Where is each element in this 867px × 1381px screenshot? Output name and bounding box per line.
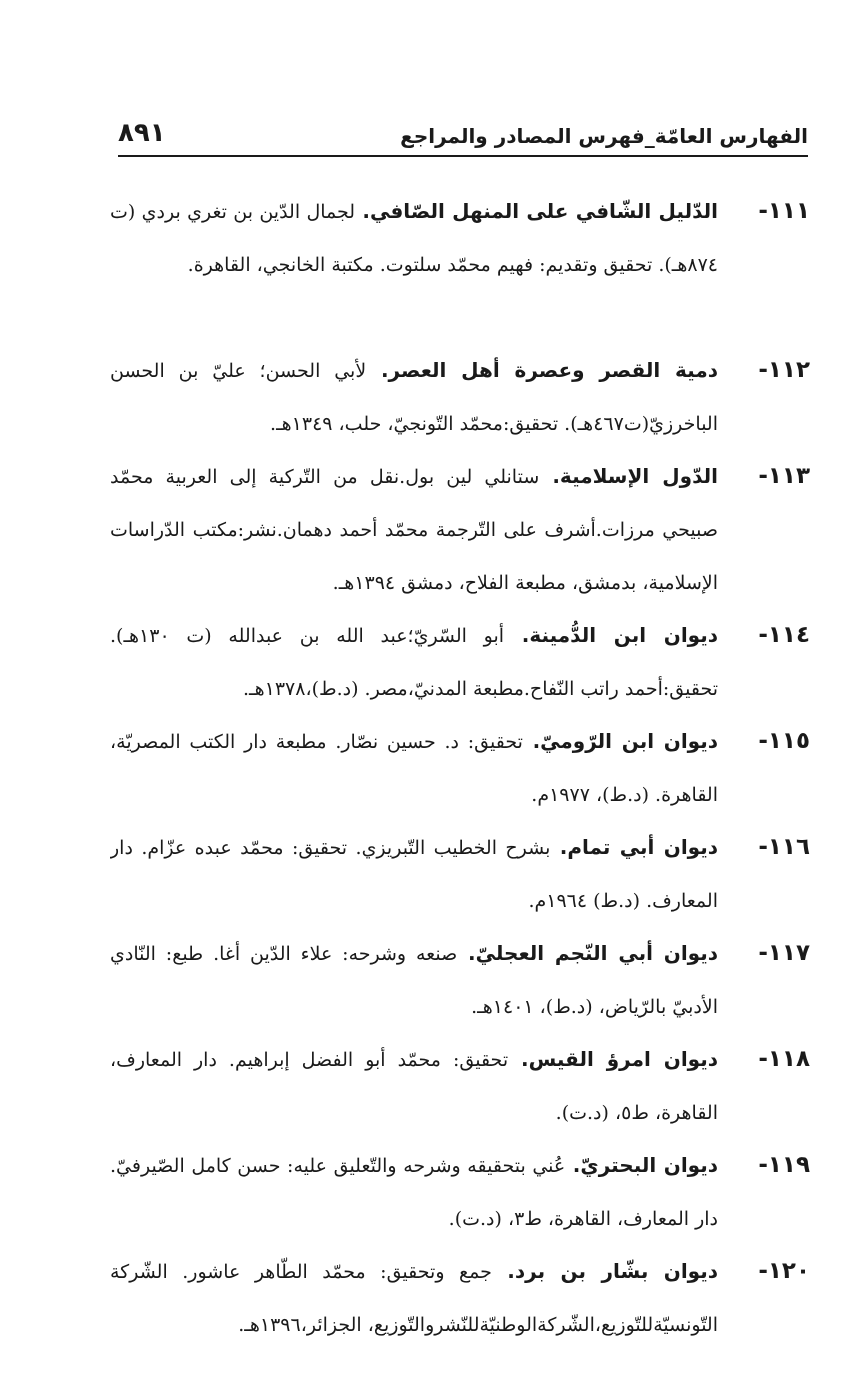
entry-details: صنعه وشرحه: علاء الدّين أغا. طبع: النّادي الأدبيّ بالرّياض، (د.ط)، ١٤٠١هـ. xyxy=(110,943,718,1018)
entry-details: بشرح الخطيب التّبريزي. تحقيق: محمّد عبده عزّام. دار المعارف. (د.ط) ١٩٦٤م. xyxy=(110,837,718,912)
page-number: ٨٩١ xyxy=(118,118,166,148)
bibliography-entry xyxy=(110,450,810,609)
entry-title: دمية القصر وعصرة أهل العصر. xyxy=(366,358,718,382)
entry-title: ديوان أبي النّجم العجليّ. xyxy=(457,941,718,965)
entry-details: أبو السّريّ؛عبد الله بن عبدالله (ت ١٣٠هـ). تحقيق:أحمد راتب النّفاح.مطبعة المدنيّ،مصر. (د.ط)،١٣٧٨هـ. xyxy=(110,625,718,700)
entry-number: ١١٨- xyxy=(758,1046,810,1072)
entry-title: ديوان أبي تمام. xyxy=(550,835,718,859)
entry-title: ديوان ابن الرّوميّ. xyxy=(522,729,718,753)
entry-details: تحقيق: محمّد أبو الفضل إبراهيم. دار المعارف، القاهرة، ط٥، (د.ت). xyxy=(110,1049,718,1124)
bibliography-entry xyxy=(110,821,810,927)
entry-number: ١١٢- xyxy=(758,357,810,383)
entry-title: الدّول الإسلامية. xyxy=(539,464,718,488)
entry-number: ١١٣- xyxy=(758,463,810,489)
entry-number: ١١١- xyxy=(758,198,810,224)
bibliography-entry xyxy=(110,185,810,344)
bibliography-entry xyxy=(110,344,810,450)
bibliography-entry xyxy=(110,609,810,715)
bibliography-entry xyxy=(110,1139,810,1245)
bibliography-entry xyxy=(110,1033,810,1139)
entry-title: ديوان بشّار بن برد. xyxy=(491,1259,718,1283)
bibliography-entry xyxy=(110,1245,810,1351)
bibliography-entry xyxy=(110,927,810,1033)
entry-details: ستانلي لين بول.نقل من التّركية إلى العربية محمّد صبيحي مرزات.أشرف على التّرجمة محمّد أحمد دهمان.نشر:مكتب الدّراسات الإسلامية، بدمشق، مطبعة الفلاح، دمشق ١٣٩٤هـ. xyxy=(110,466,718,594)
entry-number: ١١٧- xyxy=(758,940,810,966)
entry-number: ١١٩- xyxy=(758,1152,810,1178)
entry-title: ديوان امرؤ القيس. xyxy=(508,1047,718,1071)
header-divider xyxy=(118,155,808,157)
entry-title: ديوان ابن الدُّمينة. xyxy=(504,623,718,647)
entry-details: تحقيق: د. حسين نصّار. مطبعة دار الكتب المصريّة، القاهرة. (د.ط)، ١٩٧٧م. xyxy=(110,731,718,806)
entry-number: ١١٦- xyxy=(758,834,810,860)
header-title: الفهارس العامّة_فهرس المصادر والمراجع xyxy=(400,124,808,148)
bibliography-entry xyxy=(110,715,810,821)
entry-number: ١٢٠- xyxy=(758,1258,810,1284)
entry-number: ١١٤- xyxy=(758,622,810,648)
entry-number: ١١٥- xyxy=(758,728,810,754)
entry-title: الدّليل الشّافي على المنهل الصّافي. xyxy=(355,199,718,223)
entry-details: لجمال الدّين بن تغري بردي (ت ٨٧٤هـ). تحقيق وتقديم: فهيم محمّد سلتوت. مكتبة الخانجي، القاهرة. xyxy=(110,201,718,276)
bibliography-list xyxy=(110,185,810,1351)
entry-details: عُني بتحقيقه وشرحه والتّعليق عليه: حسن كامل الصّيرفيّ. دار المعارف، القاهرة، ط٣، (د.ت). xyxy=(110,1155,718,1230)
entry-details: لأبي الحسن؛ عليّ بن الحسن الباخرزيّ(ت٤٦٧هـ). تحقيق:محمّد التّونجيّ، حلب، ١٣٤٩هـ. xyxy=(110,360,718,435)
entry-title: ديوان البحتريّ. xyxy=(565,1153,718,1177)
entry-details: جمع وتحقيق: محمّد الطّاهر عاشور. الشّركة التّونسيّةللتّوزيع،الشّركةالوطنيّةللنّشروالتّوزيع، الجزائر،١٣٩٦هـ. xyxy=(110,1261,718,1336)
running-header xyxy=(118,116,808,156)
